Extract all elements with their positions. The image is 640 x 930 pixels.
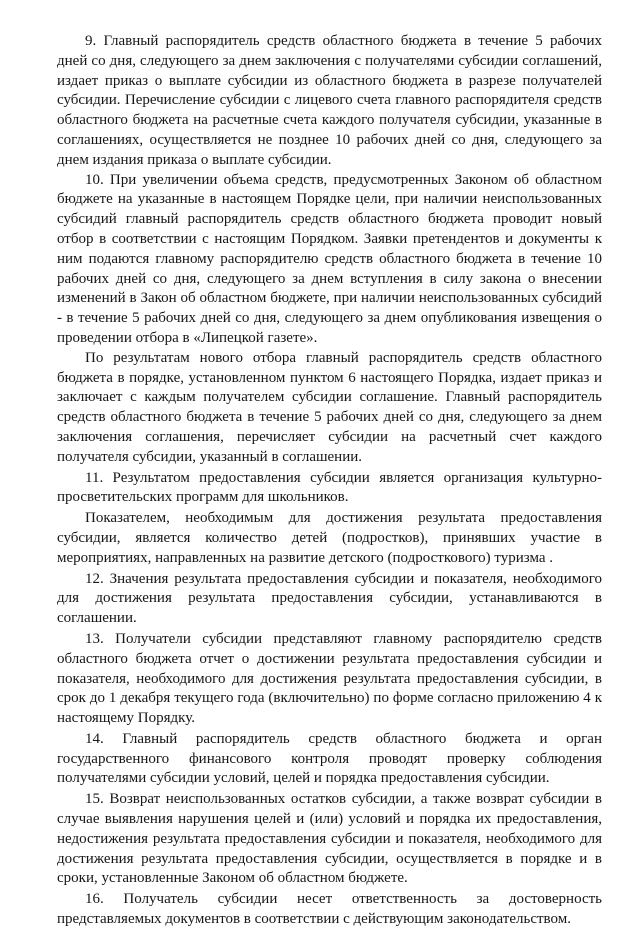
paragraph-12: 12. Значения результата предоставления субсидии и показателя, необходимого для достижения результата предоставления субсидии, устанавливаются в соглашении. [57,570,602,627]
paragraph-9: 9. Главный распорядитель средств областного бюджета в течение 5 рабочих дней со дня, следующего за днем заключения с получателями субсидии соглашений, издает приказ о выплате субсидии из областного бюджета в разрезе получателей субсидии. Перечисление субсидии с лицевого счета главного распорядителя средств областного бюджета на расчетные счета каждого получателя субсидии, указанные в соглашениях, осуществляется не позднее 10 рабочих дней со дня, следующего за днем издания приказа о выплате субсидии. [57,33,602,168]
paragraph-indicator: Показателем, необходимым для достижения результата предоставления субсидии, является количество детей (подростков), принявших участие в мероприятиях, направленных на развитие детского (подросткового) туризма . [57,510,602,566]
paragraph-16: 16. Получатель субсидии несет ответственность за достоверность представляемых документов в соответствии с действующим законодательством. [57,891,602,928]
paragraph-14: 14. Главный распорядитель средств областного бюджета и орган государственного финансового контроля проводят проверку соблюдения получателями субсидии условий, целей и порядка предоставления субсидии. [57,730,602,787]
document-page [57,32,602,930]
paragraph-13: 13. Получатели субсидии представляют главному распорядителю средств областного бюджета отчет о достижении результата предоставления субсидии и показателя, необходимого для достижения результата предоставления субсидии, в срок до 1 декабря текущего года (включительно) по форме согласно приложению 4 к настоящему Порядку. [57,630,602,727]
paragraph-new-selection: По результатам нового отбора главный распорядитель средств областного бюджета в порядке, установленном пунктом 6 настоящего Порядка, издает приказ и заключает с каждым получателем субсидии соглашение. Главный распорядитель средств областного бюджета в течение 5 рабочих дней со дня, следующего за днем заключения соглашения, перечисляет субсидии на расчетный счет каждого получателя субсидии, указанный в соглашении. [57,349,602,465]
paragraph-11: 11. Результатом предоставления субсидии является организация культурно-просветительских программ для школьников. [57,469,602,506]
paragraph-15: 15. Возврат неиспользованных остатков субсидии, а также возврат субсидии в случае выявления нарушения целей и (или) условий и порядка их предоставления, недостижения результата предоставления субсидии и показателя, необходимого для достижения результата предоставления субсидии, осуществляется в порядке и в сроки, установленные Законом об областном бюджете. [57,791,602,887]
paragraph-10: 10. При увеличении объема средств, предусмотренных Законом об областном бюджете на указанные в настоящем Порядке цели, при наличии неиспользованных субсидий главный распорядитель средств областного бюджета проводит новый отбор в соответствии с настоящим Порядком. Заявки претендентов и документы к ним подаются главному распорядителю средств областного бюджета в течение 10 рабочих дней со дня, следующего за днем вступления в силу закона о внесении изменений в Закон об областном бюджете, при наличии неиспользованных субсидий - в течение 5 рабочих дней со дня, следующего за днем опубликования извещения о проведении отбора в «Липецкой газете». [57,171,602,346]
